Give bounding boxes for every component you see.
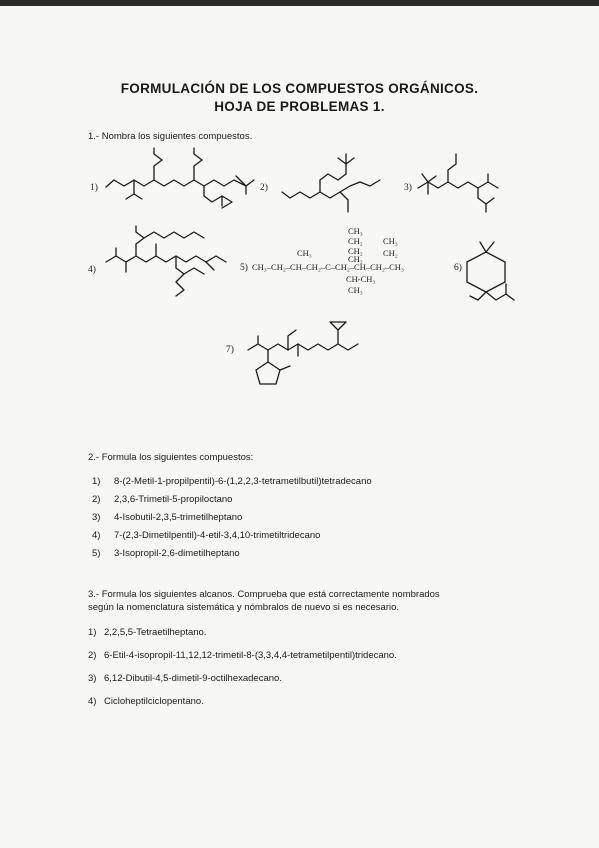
item-text: 3-Isopropil-2,6-dimetilheptano: [114, 548, 240, 559]
item-number: 1): [88, 627, 97, 638]
page-subtitle: HOJA DE PROBLEMAS 1.: [214, 99, 385, 114]
item-number: 5): [92, 548, 101, 559]
section1-prompt: 1.- Nombra los siguientes compuestos.: [88, 131, 253, 142]
section3-item: [88, 627, 206, 638]
item-number: 2): [92, 494, 101, 505]
structure-label-7: 7): [226, 345, 234, 355]
structure5-stack-a-0: CH₃: [348, 226, 363, 236]
item-number: 4): [92, 530, 101, 541]
item-number: 3): [92, 512, 101, 523]
item-number: 4): [88, 696, 97, 707]
item-text: 7-(2,3-Dimetilpentil)-4-etil-3,4,10-trimetiltridecano: [114, 530, 321, 541]
section2-item: [92, 494, 232, 505]
structure-2: [282, 154, 380, 212]
item-number: 1): [92, 476, 101, 487]
structure-label-1: 1): [90, 183, 98, 193]
structure-label-2: 2): [260, 183, 268, 193]
structure-1: [106, 148, 254, 208]
structure5-stack-a-1: CH₂: [348, 236, 363, 246]
section3-item: [88, 673, 282, 684]
section2-item: [92, 548, 240, 559]
item-text: 4-Isobutil-2,3,5-trimetilheptano: [114, 512, 243, 523]
item-text: 6-Etil-4-isopropil-11,12,12-trimetil-8-(3,3,4,4-tetrametilpentil)tridecano.: [104, 650, 397, 661]
item-text: Cicloheptilciclopentano.: [104, 696, 204, 707]
structure5-chain: CH₃–CH₂–CH–CH₂–C–CH₂–CH–CH₂–CH₃: [252, 262, 404, 272]
item-number: 2): [88, 650, 97, 661]
section3-item: [88, 650, 397, 661]
structure5-right-stack-0: CH₃: [383, 236, 398, 246]
structure-5: [252, 226, 404, 295]
item-text: 8-(2-Metil-1-propilpentil)-6-(1,2,2,3-tetrametilbutil)tetradecano: [114, 476, 372, 487]
structure-3: [418, 154, 498, 212]
structure-label-6: 6): [454, 263, 462, 273]
section3-prompt-line1: 3.- Formula los siguientes alcanos. Comprueba que está correctamente nombrados: [88, 589, 440, 600]
structure5-bottom-stack-0: CH-CH₃: [346, 274, 376, 284]
page-title: FORMULACIÓN DE LOS COMPUESTOS ORGÁNICOS.: [120, 81, 479, 96]
section2-item: [92, 476, 372, 487]
item-text: 6,12-Dibutil-4,5-dimetil-9-octilhexadecano.: [104, 673, 282, 684]
item-text: 2,3,6-Trimetil-5-propiloctano: [114, 494, 233, 505]
section3-item: [88, 696, 204, 707]
structure-label-5: 5): [240, 263, 248, 273]
section3-prompt-line2: según la nomenclatura sistemática y nómbralos de nuevo si es necesario.: [88, 602, 400, 613]
structure5-stack-a-3: CH₂: [348, 254, 363, 264]
structure-4: [106, 226, 226, 296]
structure5-right-stack-1: CH₂: [383, 248, 398, 258]
structure-label-4: 4): [88, 265, 96, 275]
structure5-stack-a-2: CH₂: [348, 246, 363, 256]
structure-label-3: 3): [404, 183, 412, 193]
section2-item: [92, 530, 320, 541]
structure-6: [467, 242, 514, 300]
item-text: 2,2,5,5-Tetraetilheptano.: [104, 627, 207, 638]
structure5-bottom-stack-1: CH₃: [348, 285, 363, 295]
structure-7: [248, 322, 358, 384]
section2-item: [92, 512, 242, 523]
item-number: 3): [88, 673, 97, 684]
section2-prompt: 2.- Formula los siguientes compuestos:: [88, 452, 254, 463]
structure5-top-ch3: CH₃: [297, 248, 312, 258]
